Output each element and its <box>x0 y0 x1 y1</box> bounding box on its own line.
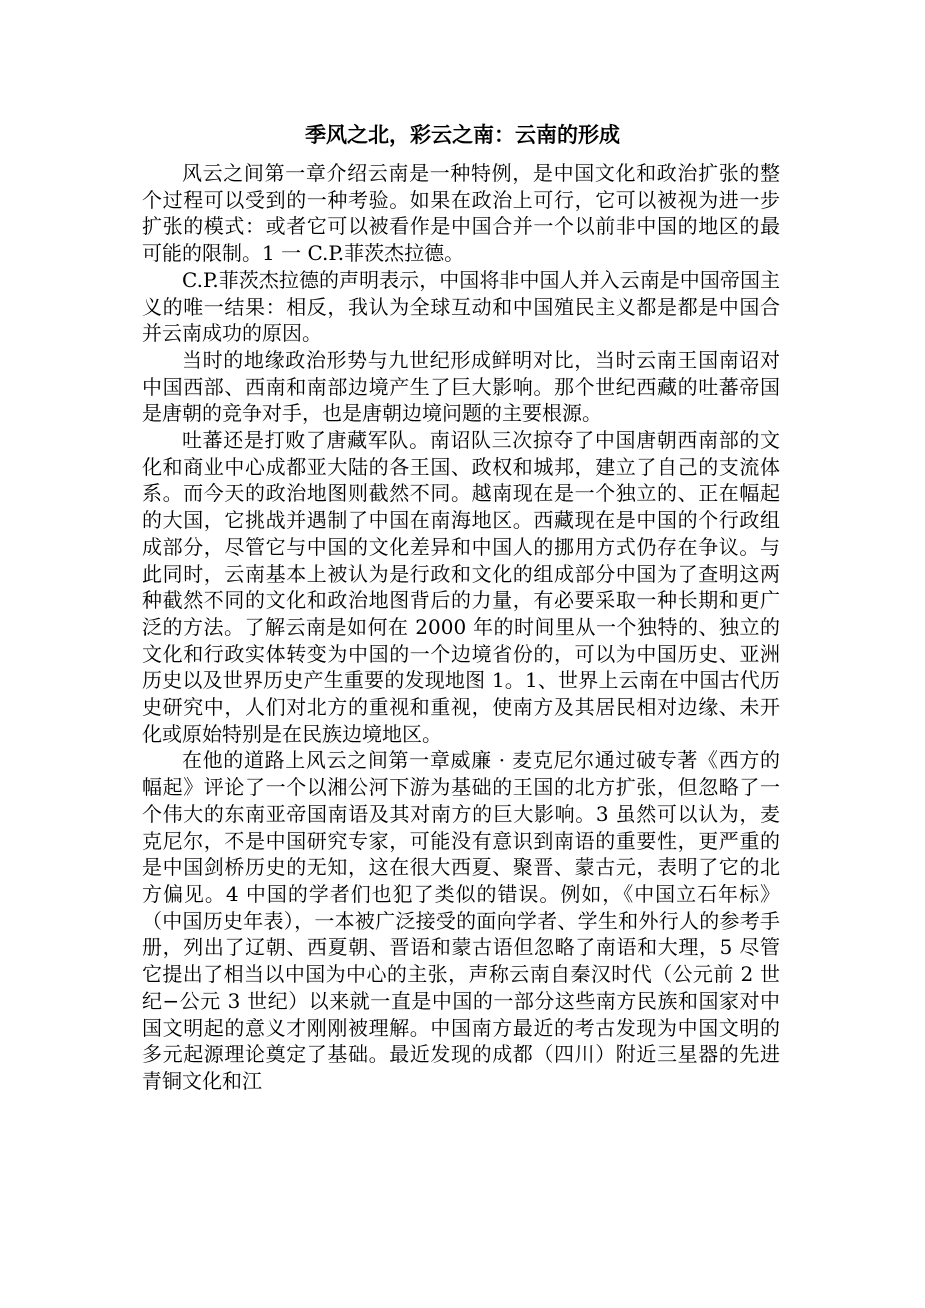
paragraph-4: 吐蕃还是打败了唐藏军队。南诏队三次掠夺了中国唐朝西南部的文化和商业中心成都亚大陆的各王国、政权和城邦，建立了自己的支流体系。而今天的政治地图则截然不同。越南现在是一个独立的、正在幅起的大国，它挑战并遇制了中国在南海地区。西藏现在是中国的个行政组成部分，尽管它与中国的文化差异和中国人的挪用方式仍存在争议。与此同时，云南基本上被认为是行政和文化的组成部分中国为了查明这两种截然不同的文化和政治地图背后的力量，有必要采取一种长期和更广泛的方法。了解云南是如何在 2000 年的时间里从一个独特的、独立的文化和行政实体转变为中国的一个边境省份的，可以为中国历史、亚洲历史以及世界历史产生重要的发现地图 1。1、世界上云南在中国古代历史研究中，人们对北方的重视和重视，使南方及其居民相对边缘、未开化或原始特别是在民族边境地区。 <box>142 428 780 746</box>
document-title: 季风之北，彩云之南：云南的形成 <box>305 123 620 147</box>
document-body <box>142 160 780 1095</box>
paragraph-2: C.P.菲茨杰拉德的声明表示，中国将非中国人并入云南是中国帝国主义的唯一结果：相反，我认为全球互动和中国殖民主义都是都是中国合并云南成功的原因。 <box>142 267 780 346</box>
paragraph-1: 风云之间第一章介绍云南是一种特例，是中国文化和政治扩张的整个过程可以受到的一种考验。如果在政治上可行，它可以被视为进一步扩张的模式：或者它可以被看作是中国合并一个以前非中国的地区的最可能的限制。1 一 C.P.菲茨杰拉德。 <box>142 161 780 266</box>
paragraph-3: 当时的地缘政治形势与九世纪形成鲜明对比，当时云南王国南诏对中国西部、西南和南部边境产生了巨大影响。那个世纪西藏的吐蕃帝国是唐朝的竞争对手，也是唐朝边境问题的主要根源。 <box>142 347 780 426</box>
paragraph-5: 在他的道路上风云之间第一章威廉 · 麦克尼尔通过破专著《西方的幅起》评论了一个以湘公河下游为基础的王国的北方扩张，但忽略了一个伟大的东南亚帝国南语及其对南方的巨大影响。3 虽然可以认为，麦克尼尔，不是中国研究专家，可能没有意识到南语的重要性，更严重的是中国剑桥历史的无知，这在很大西夏、聚晋、蒙古元，表明了它的北方偏见。4 中国的学者们也犯了类似的错误。例如，《中国立石年标》（中国历史年表），一本被广泛接受的面向学者、学生和外行人的参考手册，列出了辽朝、西夏朝、晋语和蒙古语但忽略了南语和大理，5 尽管它提出了相当以中国为中心的主张，声称云南自秦汉时代（公元前 2 世纪−公元 3 世纪）以来就一直是中国的一部分这些南方民族和国家对中国文明起的意义才刚刚被理解。中国南方最近的考古发现为中国文明的多元起源理论奠定了基础。最近发现的成都（四川）附近三星器的先进青铜文化和江 <box>142 748 780 1093</box>
